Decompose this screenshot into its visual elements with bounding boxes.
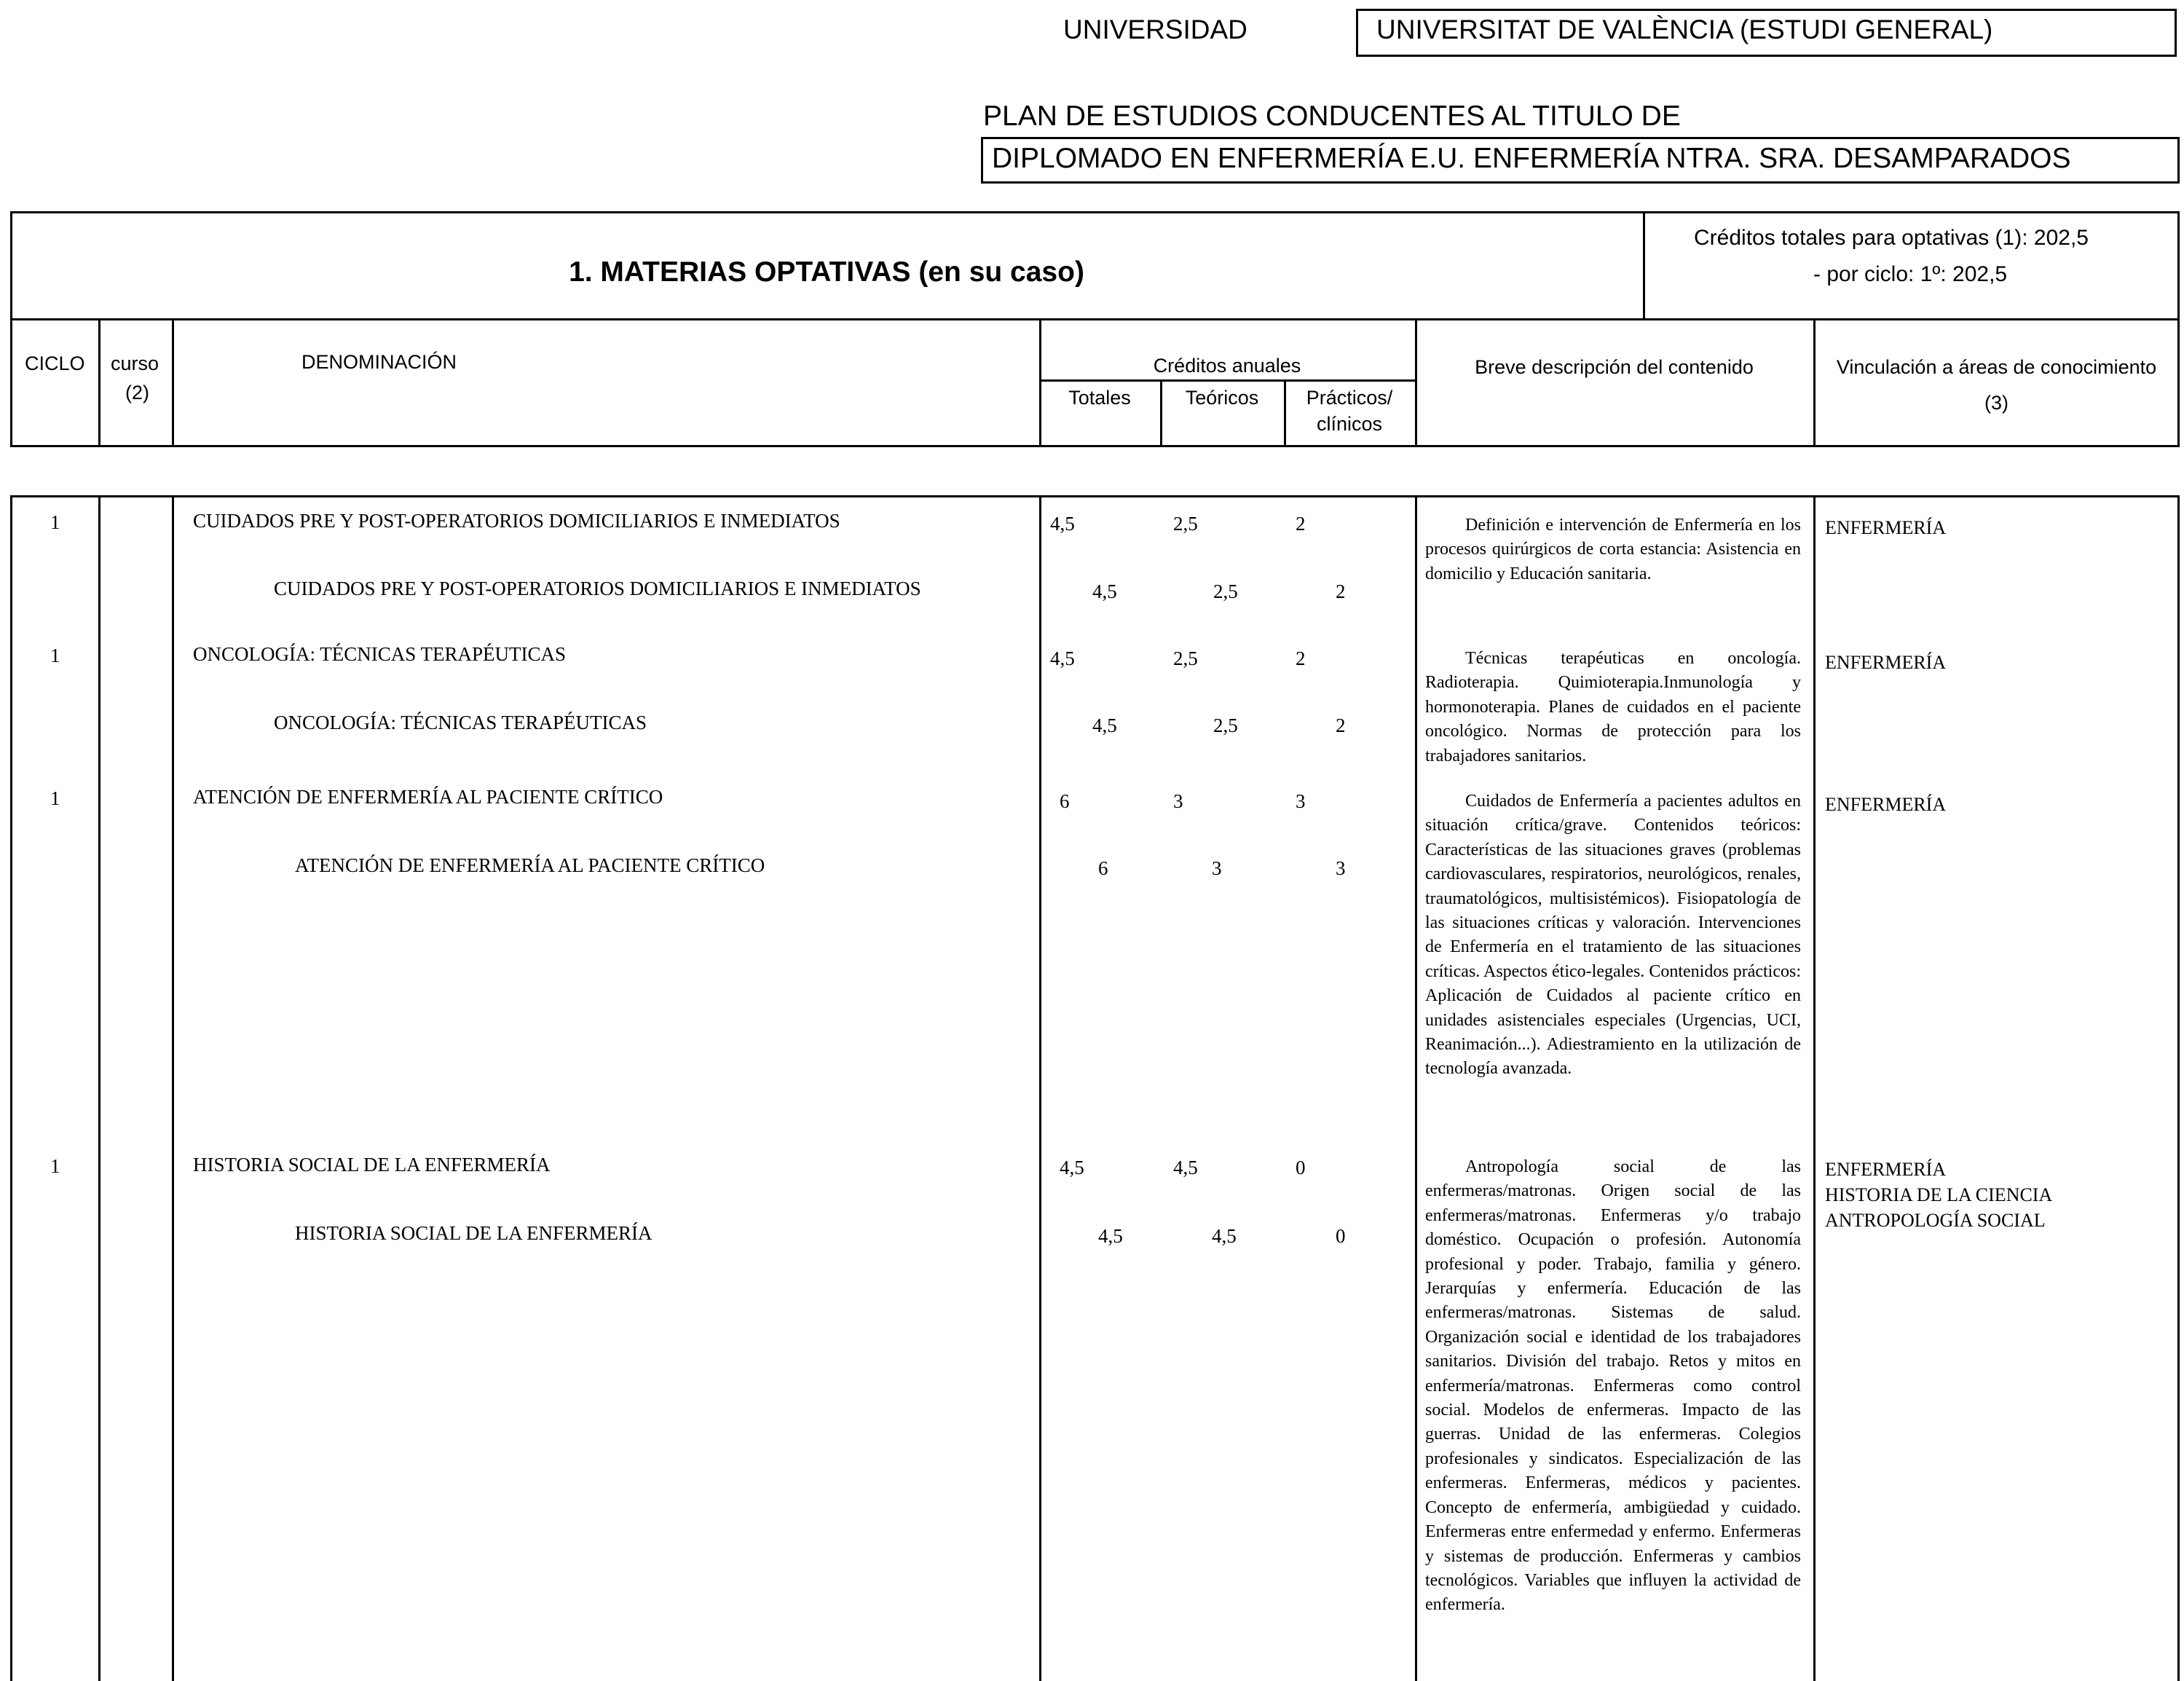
table-subrow-practicos: 3 [1336, 857, 1346, 879]
description-text: Técnicas terapéuticas en oncología. Radioterapia. Quimioterapia.Inmunología y hormonoterapia. Planes de cuidados en el paciente oncológico. Normas de protección para los trabajadores sanitarios. [1425, 649, 1801, 765]
table-row-totales: 4,5 [1050, 513, 1075, 535]
col-clinicos: clínicos [1316, 413, 1383, 435]
table-row-practicos: 3 [1296, 790, 1306, 812]
section-title: 1. MATERIAS OPTATIVAS (en su caso) [569, 256, 1084, 288]
col-denominacion: DENOMINACIÓN [301, 351, 457, 373]
table-subrow-totales: 4,5 [1092, 580, 1117, 602]
table-row-totales: 4,5 [1060, 1157, 1084, 1178]
table-row-name: CUIDADOS PRE Y POST-OPERATORIOS DOMICILIARIOS E INMEDIATOS [193, 510, 840, 532]
area-text: ENFERMERÍA [1825, 794, 1947, 815]
table-row-ciclo: 1 [50, 645, 60, 666]
col-vinculacion-note: (3) [1984, 392, 2008, 414]
col-vinculacion: Vinculación a áreas de conocimiento [1836, 356, 2157, 378]
table-row-ciclo: 1 [50, 1155, 60, 1177]
table-subrow-name: HISTORIA SOCIAL DE LA ENFERMERÍA [295, 1222, 653, 1244]
col-descripcion: Breve descripción del contenido [1475, 356, 1754, 378]
description-text: Antropología social de las enfermeras/matronas. Origen social de las enfermeras/matronas. Enfermeras y/o trabajo doméstico. Ocupación o profesión. Autonomía profesional y poder. Trabajo, familia y género. Jerarquías y enfermería. Educación de las enfermeras/matronas. Sistemas de salud. Organización social e identidad de los trabajadores sanitarios. División del trabajo. Retos y mitos en enfermería/matronas. Enfermeras como control social. Modelos de enfermeras. Impacto de las guerras. Unidad de las enfermeras. Colegios profesionales y sindicatos. Especialización de las enfermeras. Enfermeras, médicos y pacientes. Concepto de enfermería, ambigüedad y cuidado. Enfermeras entre enfermedad y enfermo. Enfermeras y sistemas de producción. Enfermeras y cambios tecnológicos. Variables que influyen la actividad de enfermería. [1425, 1157, 1801, 1615]
credits-per-cycle: - por ciclo: 1º: 202,5 [1813, 262, 2008, 286]
table-subrow-name: ONCOLOGÍA: TÉCNICAS TERAPÉUTICAS [274, 712, 647, 733]
area-text: ANTROPOLOGÍA SOCIAL [1825, 1210, 2046, 1231]
description-text: Definición e intervención de Enfermería en los procesos quirúrgicos de corta estancia: Asistencia en domicilio y Educación sanitaria. [1425, 516, 1801, 583]
col-creditos-anuales: Créditos anuales [1153, 355, 1301, 377]
table-subrow-totales: 6 [1098, 857, 1108, 879]
table-row-teoricos: 2,5 [1173, 647, 1198, 669]
table-row-practicos: 2 [1296, 647, 1306, 669]
table-row-practicos: 0 [1296, 1157, 1306, 1178]
universidad-value: UNIVERSITAT DE VALÈNCIA (ESTUDI GENERAL) [1376, 15, 1993, 44]
table-subrow-totales: 4,5 [1092, 714, 1117, 736]
col-practicos: Prácticos/ [1306, 387, 1393, 409]
table-row-totales: 6 [1060, 790, 1070, 812]
table-row-ciclo: 1 [50, 511, 60, 533]
col-curso-note: (2) [125, 382, 149, 403]
table-row-name: HISTORIA SOCIAL DE LA ENFERMERÍA [193, 1154, 551, 1176]
col-teoricos: Teóricos [1185, 387, 1259, 409]
table-subrow-practicos: 2 [1336, 714, 1346, 736]
table-subrow-teoricos: 2,5 [1213, 714, 1238, 736]
col-totales: Totales [1068, 387, 1131, 409]
table-row-totales: 4,5 [1050, 647, 1075, 669]
credits-total: Créditos totales para optativas (1): 202,5 [1694, 226, 2089, 250]
table-subrow-totales: 4,5 [1098, 1225, 1123, 1247]
plan-label: PLAN DE ESTUDIOS CONDUCENTES AL TITULO DE [983, 101, 1681, 132]
universidad-label: UNIVERSIDAD [1063, 15, 1247, 44]
area-text: ENFERMERÍA [1825, 517, 1947, 538]
column-header-box [10, 318, 2180, 447]
table-subrow-teoricos: 4,5 [1212, 1225, 1237, 1247]
table-row-teoricos: 3 [1173, 790, 1183, 812]
table-row-practicos: 2 [1296, 513, 1306, 535]
description-text: Cuidados de Enfermería a pacientes adultos en situación crítica/grave. Contenidos teóricos: Características de las situaciones graves (problemas cardiovasculares, respiratorios, neurológicos, renales, traumatológicos, multisistémicos). Fisiopatología de las situaciones críticas y valoración. Intervenciones de Enfermería en el tratamiento de las situaciones críticas. Aspectos ético-legales. Contenidos prácticos: Aplicación de Cuidados al paciente crítico en unidades asistenciales especiales (Urgencias, UCI, Reanimación...). Adiestramiento en la utilización de tecnología avanzada. [1425, 792, 1801, 1079]
table-row-teoricos: 4,5 [1173, 1157, 1198, 1178]
col-curso: curso [111, 353, 159, 374]
table-row-ciclo: 1 [50, 787, 60, 809]
table-subrow-practicos: 2 [1336, 580, 1346, 602]
plan-value: DIPLOMADO EN ENFERMERÍA E.U. ENFERMERÍA NTRA. SRA. DESAMPARADOS [992, 143, 2071, 174]
table-subrow-practicos: 0 [1336, 1225, 1346, 1247]
area-text: HISTORIA DE LA CIENCIA [1825, 1184, 2053, 1205]
table-subrow-name: CUIDADOS PRE Y POST-OPERATORIOS DOMICILIARIOS E INMEDIATOS [274, 578, 921, 599]
table-subrow-teoricos: 3 [1212, 857, 1222, 879]
area-text: ENFERMERÍA [1825, 1159, 1947, 1180]
table-row-name: ATENCIÓN DE ENFERMERÍA AL PACIENTE CRÍTICO [193, 786, 663, 808]
area-text: ENFERMERÍA [1825, 652, 1947, 673]
table-row-name: ONCOLOGÍA: TÉCNICAS TERAPÉUTICAS [193, 643, 567, 665]
table-subrow-teoricos: 2,5 [1213, 580, 1238, 602]
table-row-teoricos: 2,5 [1173, 513, 1198, 535]
col-ciclo: CICLO [25, 353, 85, 374]
table-subrow-name: ATENCIÓN DE ENFERMERÍA AL PACIENTE CRÍTICO [295, 854, 765, 876]
